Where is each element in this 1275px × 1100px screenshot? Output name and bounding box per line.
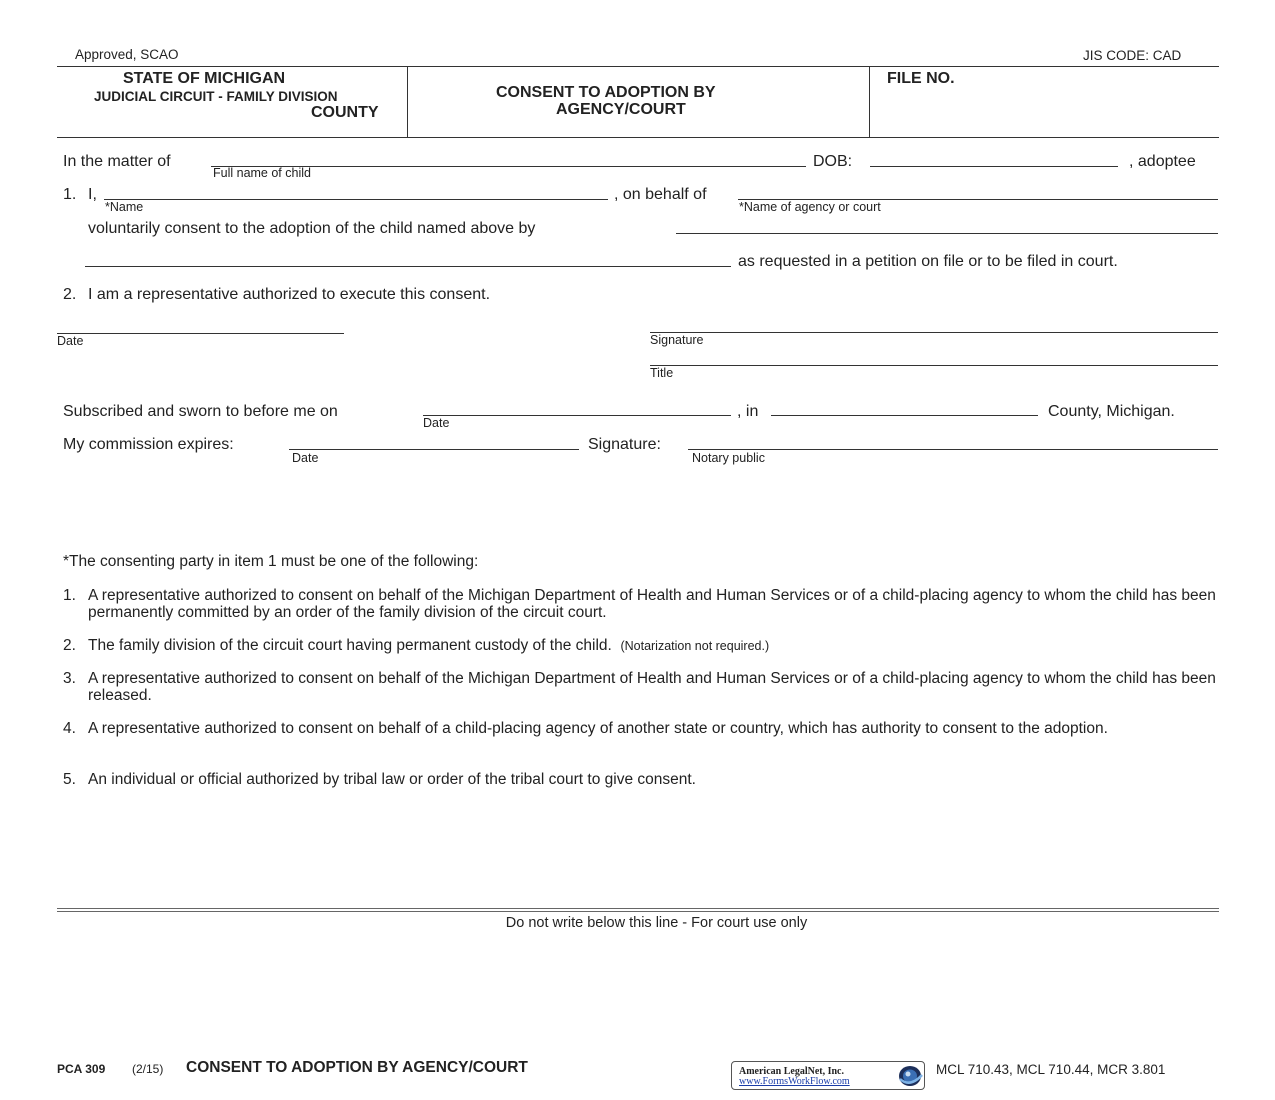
petition-text: as requested in a petition on file or to be filed in court.	[738, 253, 1118, 270]
court-use-text: Do not write below this line - For court use only	[505, 915, 808, 931]
name-caption: *Name	[105, 200, 144, 214]
dob-label: DOB:	[813, 153, 853, 170]
agency-caption: *Name of agency or court	[739, 200, 881, 214]
approved-label: Approved, SCAO	[75, 47, 179, 62]
commission-date-input[interactable]	[289, 432, 579, 450]
notary-caption: Notary public	[692, 451, 765, 465]
date-caption: Date	[57, 334, 84, 348]
in-label: , in	[737, 403, 759, 420]
signature-caption: Signature	[650, 333, 704, 347]
sworn-label: Subscribed and sworn to before me on	[63, 403, 338, 420]
footnote-item-3	[63, 670, 1223, 704]
footnote-text: A representative authorized to consent on behalf of a child-placing agency of another state or country, which has authority to consent to the adoption.	[88, 720, 1108, 737]
on-behalf-label: , on behalf of	[614, 186, 707, 203]
footnote-num: 2.	[63, 637, 76, 654]
county-label: COUNTY	[311, 104, 379, 121]
logo-url[interactable]: www.FormsWorkFlow.com	[739, 1076, 850, 1087]
file-no-label: FILE NO.	[887, 70, 955, 87]
footnote-num: 3.	[63, 670, 76, 687]
footnote-intro: *The consenting party in item 1 must be one of the following:	[63, 553, 479, 570]
child-name-input[interactable]	[211, 149, 806, 167]
footnote-num: 5.	[63, 771, 76, 788]
notary-signature-input[interactable]	[688, 432, 1218, 450]
globe-icon	[892, 1064, 924, 1088]
footnote-item-5	[63, 771, 1223, 788]
footnote-item-4	[63, 720, 1223, 737]
court-use-rule-1	[57, 908, 1219, 909]
citations: MCL 710.43, MCL 710.44, MCR 3.801	[936, 1062, 1166, 1077]
county-input[interactable]	[771, 398, 1038, 416]
footnote-text: The family division of the circuit court having permanent custody of the child.	[88, 637, 612, 654]
consenting-name-input[interactable]	[104, 182, 608, 200]
adopter-input-1[interactable]	[676, 216, 1218, 234]
sworn-date-input[interactable]	[423, 398, 731, 416]
footnote-num: 4.	[63, 720, 76, 737]
agency-name-input[interactable]	[738, 182, 1218, 200]
header-bottom-rule	[57, 137, 1219, 138]
footnote-text: An individual or official authorized by tribal law or order of the tribal court to give consent.	[88, 771, 696, 788]
court-use-label	[0, 915, 1275, 931]
title-caption: Title	[650, 366, 674, 380]
commission-label: My commission expires:	[63, 436, 234, 453]
commission-date-caption: Date	[292, 451, 319, 465]
header-divider-1	[407, 66, 408, 137]
notarization-note: (Notarization not required.)	[620, 639, 770, 653]
footnote-num: 1.	[63, 587, 76, 604]
state-title: STATE OF MICHIGAN	[123, 70, 286, 87]
item2-number: 2.	[63, 286, 77, 303]
title-input[interactable]	[650, 348, 1218, 366]
county-michigan-label: County, Michigan.	[1048, 403, 1175, 420]
header-top-rule	[57, 66, 1219, 67]
jis-code: JIS CODE: CAD	[1083, 48, 1182, 63]
form-title-line1: CONSENT TO ADOPTION BY	[496, 84, 716, 101]
logo-name: American LegalNet, Inc.	[739, 1066, 844, 1077]
matter-label: In the matter of	[63, 153, 171, 170]
footnote-item-2	[63, 637, 1223, 655]
date-input[interactable]	[57, 316, 344, 334]
court-use-rule-2	[57, 911, 1219, 912]
circuit-label: JUDICIAL CIRCUIT - FAMILY DIVISION	[94, 89, 338, 104]
footer-title: CONSENT TO ADOPTION BY AGENCY/COURT	[186, 1059, 528, 1076]
item1-number: 1.	[63, 186, 77, 203]
signature-input[interactable]	[650, 315, 1218, 333]
item2-text: I am a representative authorized to execute this consent.	[88, 286, 491, 303]
footnote-item-1	[63, 587, 1223, 621]
form-revision: (2/15)	[132, 1062, 164, 1076]
footnote-text: A representative authorized to consent on behalf of the Michigan Department of Health and Human Services or of a child-placing agency to whom the child has been released.	[88, 670, 1216, 704]
consent-text: voluntarily consent to the adoption of the child named above by	[88, 220, 536, 237]
header-divider-2	[869, 66, 870, 137]
footnote-text: A representative authorized to consent on behalf of the Michigan Department of Health and Human Services or of a child-placing agency to whom the child has been permanently committed by an order of the family division of the circuit court.	[88, 587, 1216, 621]
adopter-input-2[interactable]	[85, 249, 731, 267]
file-no-input[interactable]	[880, 96, 1210, 114]
item1-i-label: I,	[88, 186, 97, 203]
american-legalnet-logo[interactable]	[731, 1061, 925, 1090]
child-name-caption: Full name of child	[213, 166, 311, 180]
adoptee-label: , adoptee	[1129, 153, 1196, 170]
form-title-line2: AGENCY/COURT	[556, 101, 686, 118]
sworn-date-caption: Date	[423, 416, 450, 430]
notary-signature-label: Signature:	[588, 436, 661, 453]
dob-input[interactable]	[870, 149, 1118, 167]
form-id: PCA 309	[57, 1062, 106, 1076]
